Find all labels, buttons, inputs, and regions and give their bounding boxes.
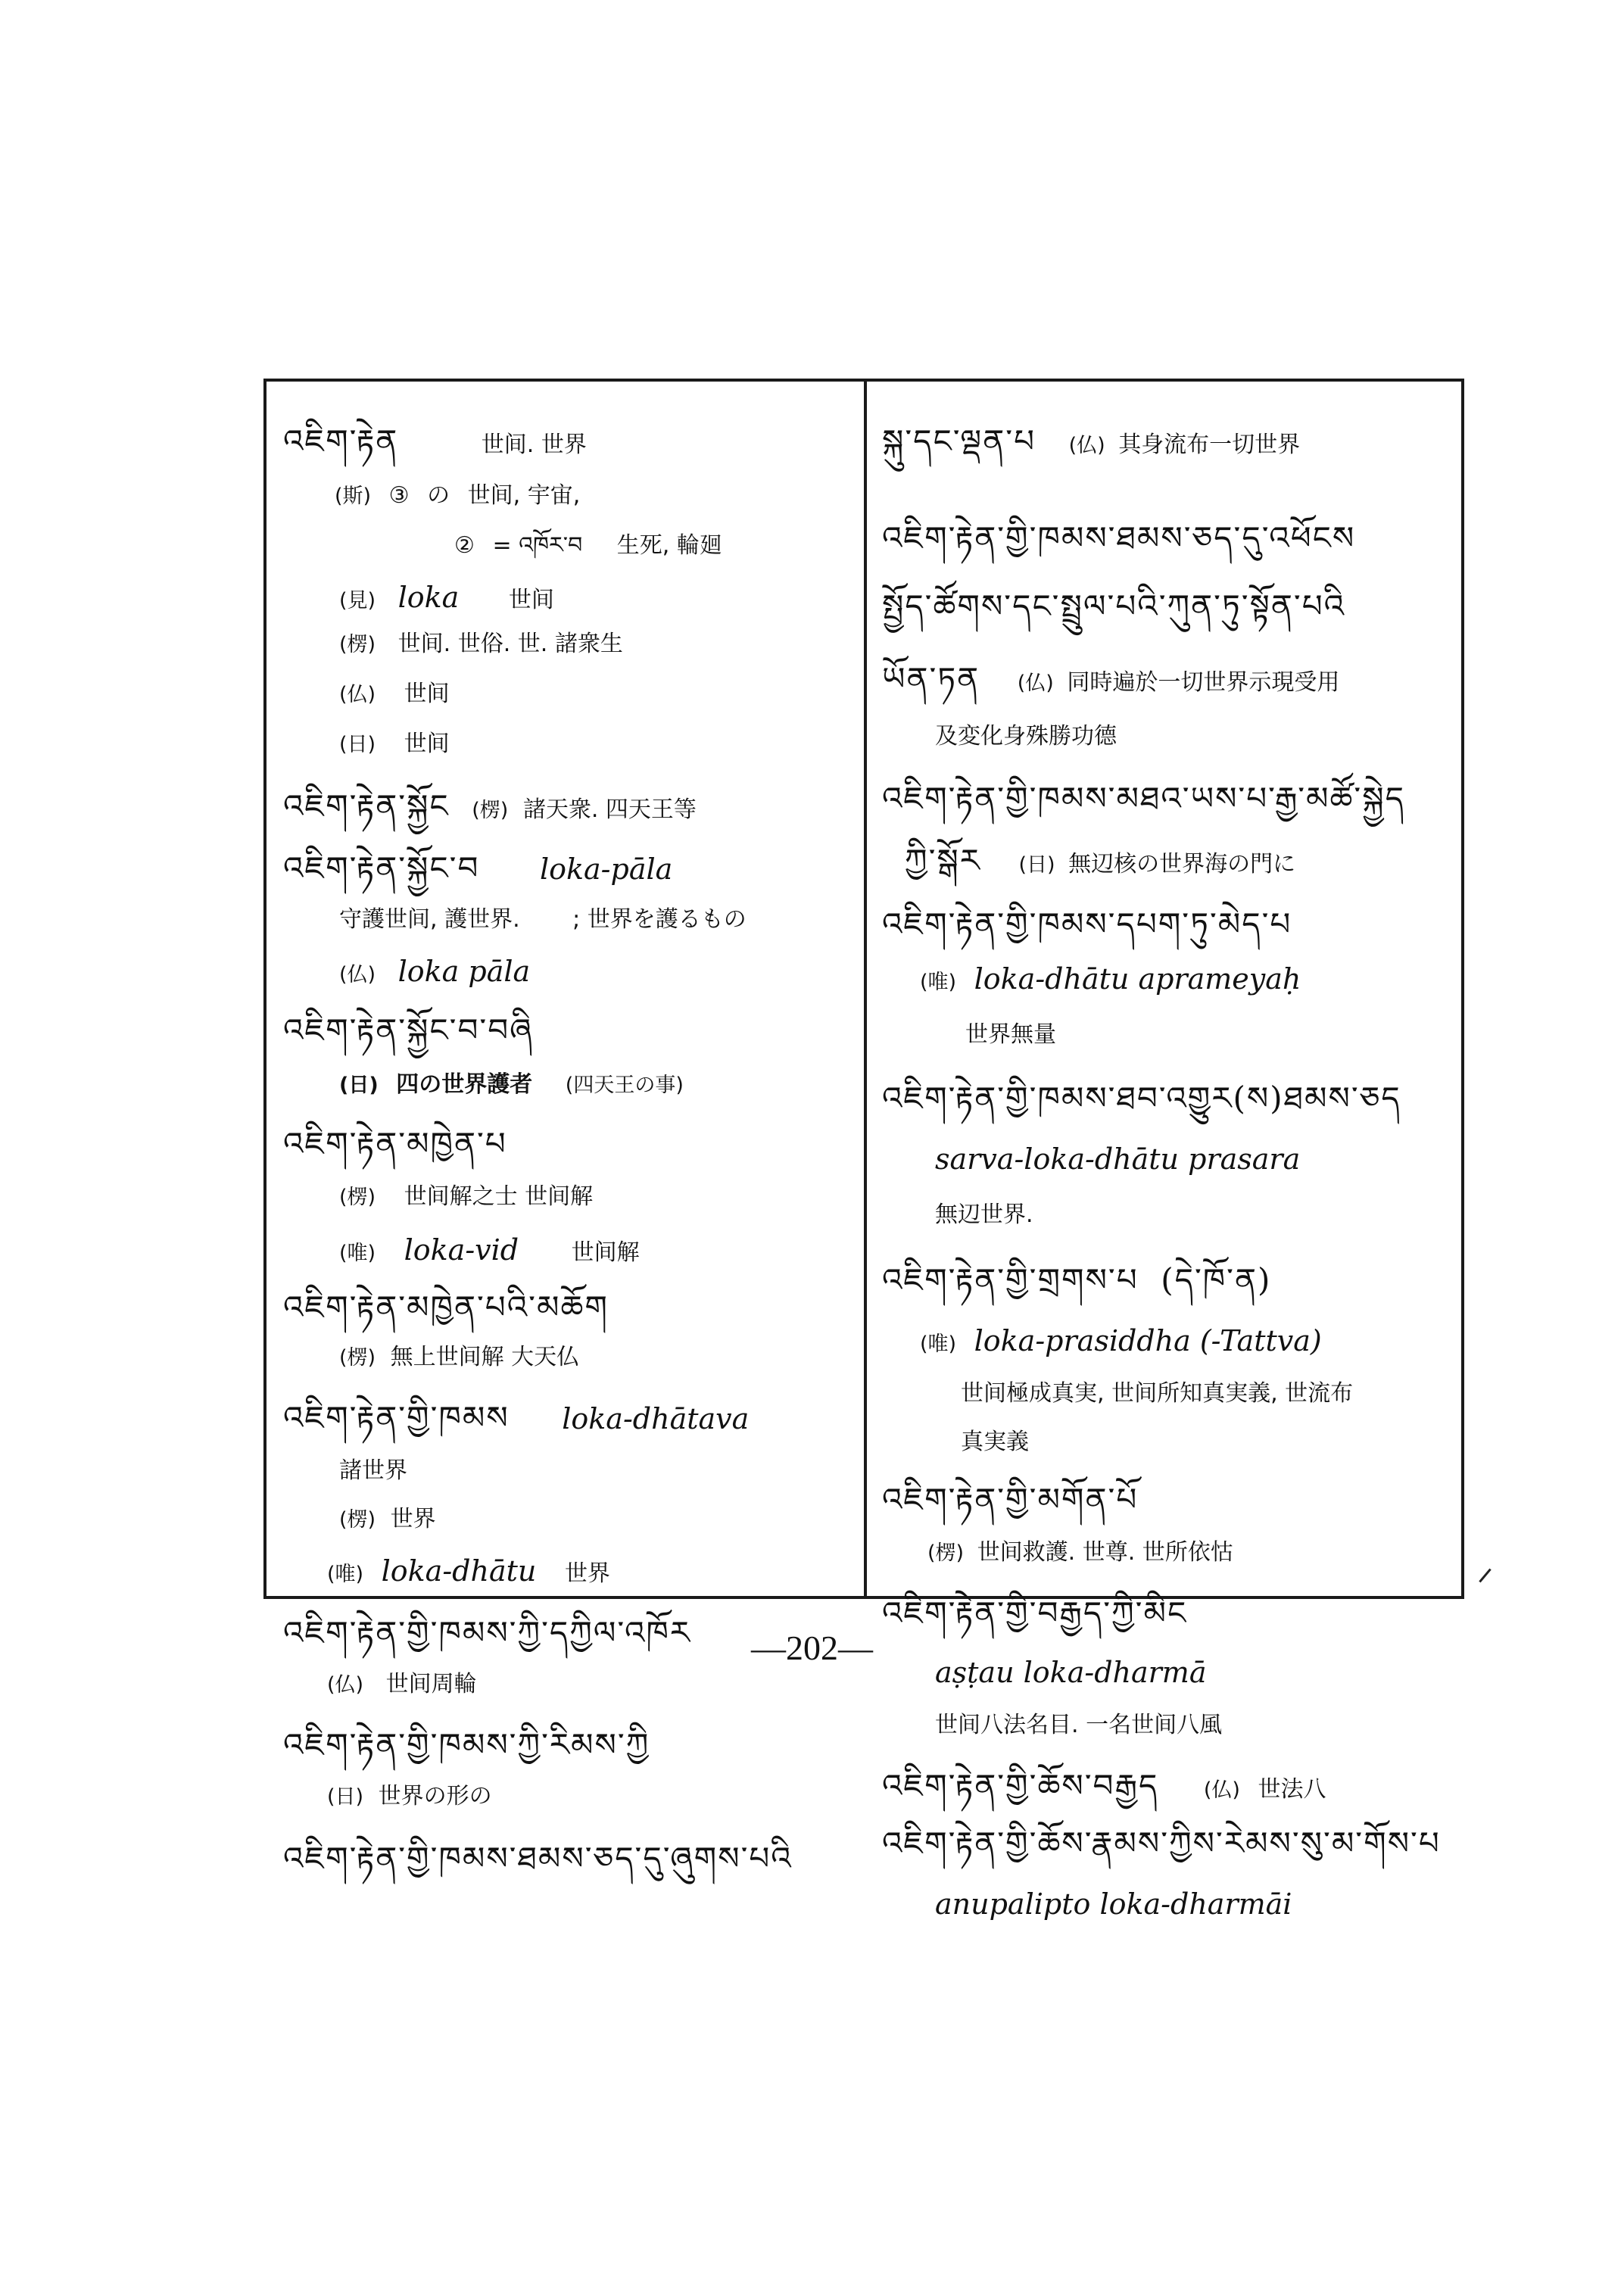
source-tag: (楞) [927, 1541, 965, 1565]
gloss: 其身流布一切世界 [1118, 432, 1301, 458]
entry-line [882, 519, 1356, 556]
sanskrit-term: sarva-loka-dhātu prasara [935, 1142, 1301, 1176]
entry-line [339, 1071, 684, 1098]
tibetan-headword: ཡོན་ཏན [882, 660, 980, 697]
entry-line [283, 1289, 609, 1326]
tibetan-headword: འཇིག་རྟེན་གྱི་ཁམས་དཔག་ཏུ་མེད་པ [882, 905, 1292, 943]
tibetan-headword: འཇིག་རྟེན་གྱི་ཁམས་ཀྱི་རིམས་ཀྱི [283, 1726, 650, 1763]
entry-line [935, 725, 1117, 748]
entry-line [339, 633, 623, 656]
source-tag: (斯) [335, 485, 372, 508]
right-column [867, 379, 1461, 1921]
gloss: ② [454, 532, 475, 559]
tibetan-headword: འཇིག་རྟེན་སྐྱོང་བ་བཞི [283, 1011, 534, 1049]
entry-line [283, 1125, 507, 1162]
entry-line [339, 1457, 407, 1484]
gloss: 世法八 [1258, 1776, 1326, 1803]
tibetan-headword: སྐུ་དང་ལྡན་པ [882, 422, 1036, 460]
tibetan-headword: འཇིག་རྟེན་གྱི་ཁམས་ཐབ་འགྱུར(ས)ཐམས་ཅད [882, 1080, 1401, 1117]
margin-mark [1479, 1569, 1491, 1583]
tibetan-headword: འཇིག་རྟེན་མཁྱེན་པའི་མཆོག [283, 1289, 609, 1326]
gloss: 世间 [404, 681, 450, 707]
tibetan-headword: ཀྱི་སྒོར [905, 842, 981, 879]
sanskrit-term: loka-vid [404, 1233, 519, 1267]
tibetan-headword: འཇིག་རྟེན་གྱི་ཁམས [283, 1399, 510, 1436]
source-tag: (日) [1018, 853, 1055, 877]
source-tag: (唯) [327, 1563, 364, 1586]
source-tag: (日) [327, 1785, 364, 1809]
gloss: 真実義 [961, 1429, 1029, 1455]
sanskrit-term: loka-dhātu aprameyaḥ [974, 962, 1301, 996]
entry-line [339, 957, 530, 986]
entry-line [935, 1142, 1301, 1176]
entry-line [283, 1399, 750, 1436]
tibetan-headword: འཇིག་རྟེན་གྱི་མགོན་པོ [882, 1481, 1139, 1518]
sanskrit-term: loka [397, 581, 460, 614]
sanskrit-term: loka pāla [397, 955, 531, 988]
entry-line [335, 482, 581, 509]
gloss: 守護世间, 護世界. [339, 906, 520, 933]
entry-line [882, 780, 1405, 817]
entry-line [327, 1554, 610, 1588]
gloss: 及変化身殊勝功德 [935, 723, 1117, 750]
source-tag: (仏) [1017, 672, 1054, 695]
gloss: 世间. 世俗. 世. 諸衆生 [397, 631, 623, 657]
entry-line [882, 1767, 1326, 1804]
entry-line [339, 733, 450, 756]
gloss: 世间 [404, 731, 450, 757]
gloss: 同時遍於一切世界示現受用 [1067, 669, 1340, 696]
source-tag: (仏) [1203, 1778, 1240, 1802]
gloss: 世界 [564, 1560, 610, 1587]
tibetan-headword: འཇིག་རྟེན་གྱི་ཁམས་ཐམས་ཅད་དུ་ཞུགས་པའི [283, 1840, 793, 1877]
entry-line [283, 787, 697, 824]
tibetan-headword: འཇིག་རྟེན་གྱི་ཁམས་ཐམས་ཅད་དུ་འཕོངས [882, 519, 1356, 556]
entry-line [882, 660, 1340, 697]
entry-line [905, 842, 1296, 879]
sanskrit-term: anupalipto loka-dharmāi [935, 1887, 1292, 1921]
entry-line [927, 1541, 1233, 1564]
note: (四天王の事) [565, 1074, 684, 1097]
sanskrit-term: loka-dhātava [562, 1402, 750, 1435]
entry-line [882, 1080, 1401, 1117]
sanskrit-term: aṣṭau loka-dharmā [935, 1656, 1207, 1689]
gloss: 世间八法名目. 一名世间八風 [935, 1712, 1223, 1738]
source-tag: (楞) [339, 633, 376, 656]
source-tag: (仏) [327, 1673, 364, 1697]
entry-line [882, 422, 1301, 460]
gloss: 世界無量 [965, 1021, 1056, 1048]
tibetan-headword: འཇིག་རྟེན་གྱི་བརྒྱད་ཀྱི་མིང [882, 1594, 1188, 1632]
entry-line [339, 683, 450, 706]
tibetan-headword: འཇིག་རྟེན་གྱི་གྲགས་པ [882, 1261, 1139, 1298]
tibetan-headword: འཇིག་རྟེན་གྱི་ཆོས་བརྒྱད [882, 1767, 1159, 1804]
gloss: 無上世间解 大天仏 [390, 1344, 580, 1370]
tibetan-headword: འཇིག་རྟེན [283, 422, 399, 460]
entry-line [935, 1887, 1292, 1921]
tibetan-headword: སྤྱོད་ཚོགས་དང་སྤྲུལ་པའི་ཀུན་ཏུ་སྟོན་པའི [882, 588, 1346, 625]
source-tag: (唯) [920, 971, 957, 994]
entry-line [283, 422, 587, 460]
entry-line [920, 962, 1301, 996]
gloss: 世间. 世界 [481, 432, 587, 458]
tibetan-headword: འཇིག་རྟེན་གྱི་ཁམས་མཐའ་ཡས་པ་རྒྱ་མཚོ་སྐྱེད [882, 780, 1405, 817]
gloss: 世间周輪 [385, 1671, 477, 1697]
entry-line [283, 1840, 793, 1877]
entry-line [283, 1726, 650, 1763]
tibetan-headword: འཇིག་རྟེན་སྐྱོང [283, 787, 450, 824]
gloss: 世间解 [571, 1239, 640, 1266]
source-tag: (楞) [472, 799, 509, 822]
gloss: の [427, 482, 450, 509]
entry-line [882, 1261, 1272, 1298]
sanskrit-term: loka-dhātu [381, 1554, 537, 1588]
sanskrit-term: loka-prasiddha (-Tattva) [974, 1324, 1322, 1357]
source-tag: (楞) [339, 1186, 376, 1209]
gloss: 世间解之士 世间解 [404, 1183, 594, 1210]
entry-line [339, 583, 554, 612]
gloss: 世间, 宇宙, [467, 482, 581, 509]
entry-line [454, 532, 722, 559]
entry-line [935, 1714, 1222, 1737]
note: (དེ་ཁོ་ན) [1161, 1261, 1272, 1298]
gloss: 無辺核の世界海の門に [1068, 851, 1296, 877]
source-tag: (仏) [1068, 434, 1105, 457]
entry-line [339, 1183, 594, 1210]
entry-line [935, 1204, 1033, 1226]
gloss: 生死, 輪廻 [616, 532, 722, 559]
entry-line [283, 1011, 534, 1049]
entry-line [882, 905, 1292, 943]
entry-line [882, 1825, 1441, 1862]
entry-line [882, 1594, 1188, 1632]
source-tag: (楞) [339, 1508, 376, 1532]
gloss: 世间救護. 世尊. 世所依怙 [977, 1539, 1233, 1566]
tibetan-headword: འཇིག་རྟེན་སྐྱོང་བ [283, 849, 480, 887]
source-tag: (楞) [339, 1346, 376, 1370]
entry-line [961, 1382, 1353, 1405]
entry-line [965, 1021, 1056, 1048]
gloss: 四の世界護者 [396, 1071, 533, 1098]
gloss: 諸世界 [339, 1457, 407, 1484]
entry-line [327, 1673, 477, 1696]
source-tag: (見) [339, 589, 376, 612]
source-tag: (仏) [339, 683, 376, 706]
tibetan-headword: འཇིག་རྟེན་མཁྱེན་པ [283, 1125, 507, 1162]
gloss: ③ [388, 482, 410, 509]
gloss: 諸天衆. 四天王等 [522, 796, 697, 823]
page-number: —202— [751, 1629, 873, 1667]
entry-line [283, 849, 673, 887]
source-tag: (唯) [920, 1332, 957, 1356]
entry-line [339, 1346, 579, 1369]
entry-line [882, 588, 1346, 625]
gloss: 世界 [390, 1506, 436, 1532]
sanskrit-term: loka-pāla [539, 852, 673, 886]
entry-line [327, 1785, 492, 1808]
gloss: ; 世界を護るもの [572, 906, 747, 933]
gloss: = འཁོར་བ [492, 532, 583, 559]
entry-line [882, 1481, 1139, 1518]
gloss: 世界の形の [378, 1783, 492, 1809]
tibetan-headword: འཇིག་རྟེན་གྱི་ཆོས་རྣམས་ཀྱིས་རེམས་སུ་མ་གོས་པ [882, 1825, 1441, 1862]
gloss: 無辺世界. [935, 1202, 1033, 1228]
gloss: 世间 [508, 587, 554, 613]
entry-line [961, 1431, 1029, 1454]
source-tag: (日) [339, 733, 376, 756]
tibetan-headword: འཇིག་རྟེན་གྱི་ཁམས་ཀྱི་དཀྱིལ་འཁོར [283, 1614, 692, 1651]
gloss: 世间極成真実, 世间所知真実義, 世流布 [961, 1380, 1354, 1407]
source-tag: (唯) [339, 1242, 376, 1265]
entry-line [339, 906, 747, 933]
entry-line [339, 1508, 436, 1531]
entry-line [920, 1326, 1322, 1355]
source-tag: (日) [339, 1074, 379, 1097]
source-tag: (仏) [339, 963, 376, 986]
entry-line [339, 1233, 640, 1267]
